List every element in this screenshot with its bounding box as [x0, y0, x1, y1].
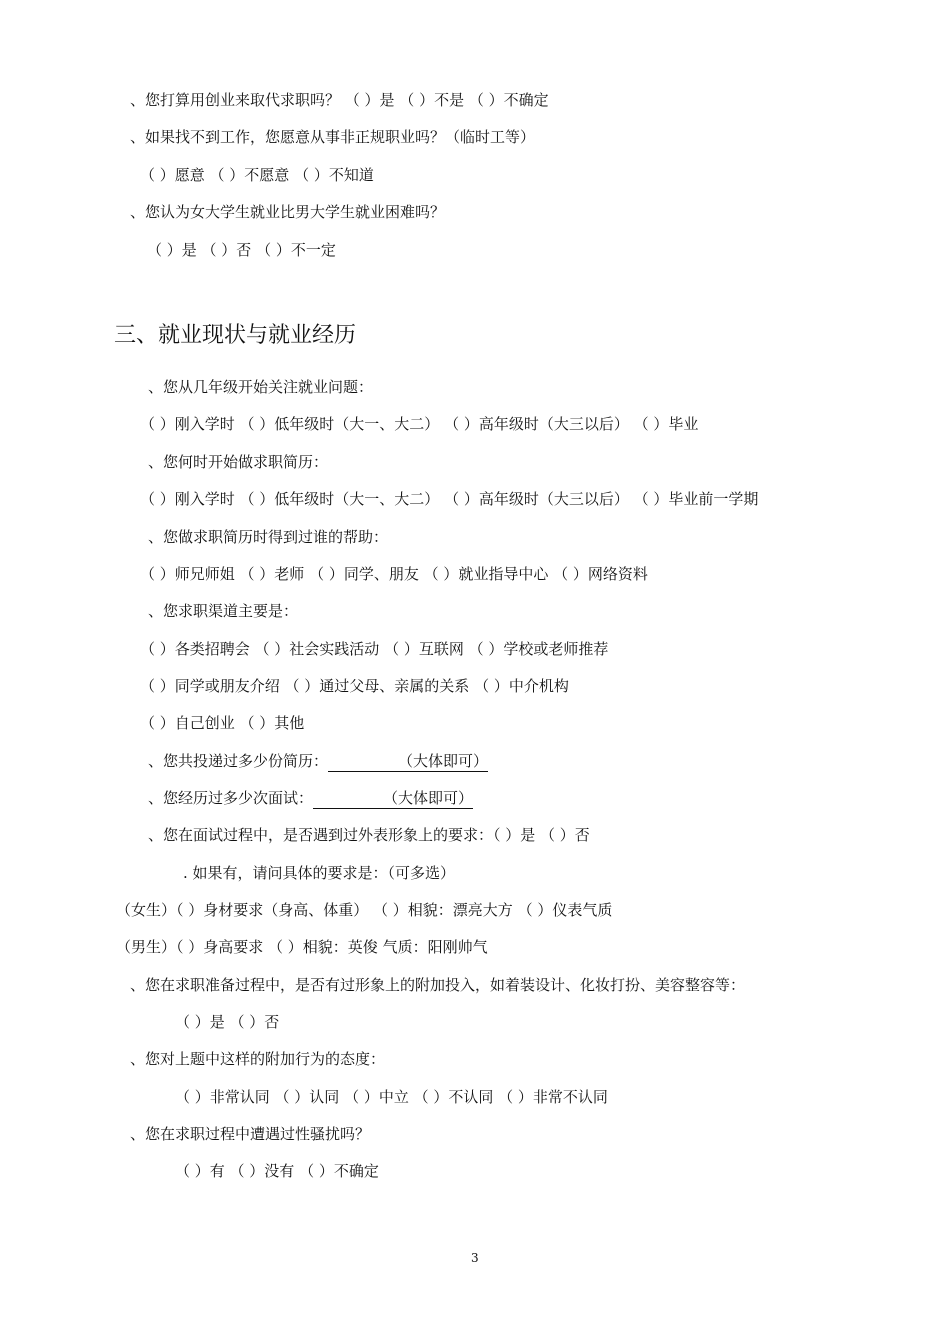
- options-harassment: （ ）有 （ ）没有 （ ）不确定: [175, 1162, 379, 1180]
- question-resume-time: 、您何时开始做求职简历：: [148, 453, 329, 471]
- options-job-channels-row2: （ ）同学或朋友介绍 （ ）通过父母、亲属的关系 （ ）中介机构: [140, 677, 569, 695]
- question-specific-requirements: . 如果有，请问具体的要求是：（可多选）: [183, 864, 456, 882]
- page-number: 3: [471, 1251, 479, 1265]
- options-job-channels-row1: （ ）各类招聘会 （ ）社会实践活动 （ ）互联网 （ ）学校或老师推荐: [140, 640, 609, 658]
- options-resume-time: （ ）刚入学时 （ ）低年级时（大一、大二） （ ）高年级时（大三以后） （ ）毕业前一学期: [140, 490, 759, 508]
- interview-count-blank[interactable]: （大体即可）: [313, 788, 473, 809]
- question-attitude: 、您对上题中这样的附加行为的态度：: [130, 1050, 386, 1068]
- resume-count-blank[interactable]: （大体即可）: [328, 751, 488, 772]
- question-harassment: 、您在求职过程中遭遇过性骚扰吗？: [130, 1125, 371, 1143]
- resume-count-label: 、您共投递过多少份简历：: [148, 752, 329, 770]
- options-job-channels-row3: （ ）自己创业 （ ）其他: [140, 714, 305, 732]
- question-resume-help: 、您做求职简历时得到过谁的帮助：: [148, 528, 389, 546]
- question-female-difficulty: 、您认为女大学生就业比男大学生就业困难吗？: [130, 203, 446, 221]
- options-attention-grade: （ ）刚入学时 （ ）低年级时（大一、大二） （ ）高年级时（大三以后） （ ）毕业: [140, 415, 699, 433]
- question-entrepreneurship: 、您打算用创业来取代求职吗？ （ ）是 （ ）不是 （ ）不确定: [130, 91, 549, 109]
- question-interview-count: [148, 788, 473, 809]
- section-heading: 三、就业现状与就业经历: [114, 323, 357, 348]
- question-job-channels: 、您求职渠道主要是：: [148, 602, 299, 620]
- question-attention-grade: 、您从几年级开始关注就业问题：: [148, 378, 374, 396]
- options-female-requirements: （女生）（ ）身材要求（身高、体重） （ ）相貌：漂亮大方 （ ）仪表气质: [116, 901, 613, 919]
- options-attitude: （ ）非常认同 （ ）认同 （ ）中立 （ ）不认同 （ ）非常不认同: [175, 1088, 608, 1106]
- options-informal-work: （ ）愿意 （ ）不愿意 （ ）不知道: [140, 166, 374, 184]
- options-male-requirements: （男生）（ ）身高要求 （ ）相貌：英俊 气质：阳刚帅气: [116, 938, 488, 956]
- question-appearance-requirement: 、您在面试过程中，是否遇到过外表形象上的要求：（ ）是 （ ）否: [148, 826, 590, 844]
- question-resume-count: [148, 751, 488, 772]
- options-appearance-investment: （ ）是 （ ）否: [175, 1013, 280, 1031]
- options-resume-help: （ ）师兄师姐 （ ）老师 （ ）同学、朋友 （ ）就业指导中心 （ ）网络资料: [140, 565, 648, 583]
- interview-count-label: 、您经历过多少次面试：: [148, 789, 314, 807]
- question-appearance-investment: 、您在求职准备过程中，是否有过形象上的附加投入，如着装设计、化妆打扮、美容整容等：: [130, 976, 746, 994]
- options-female-difficulty: （ ）是 （ ）否 （ ）不一定: [147, 241, 336, 259]
- question-informal-work: 、如果找不到工作，您愿意从事非正规职业吗？（临时工等）: [130, 128, 536, 146]
